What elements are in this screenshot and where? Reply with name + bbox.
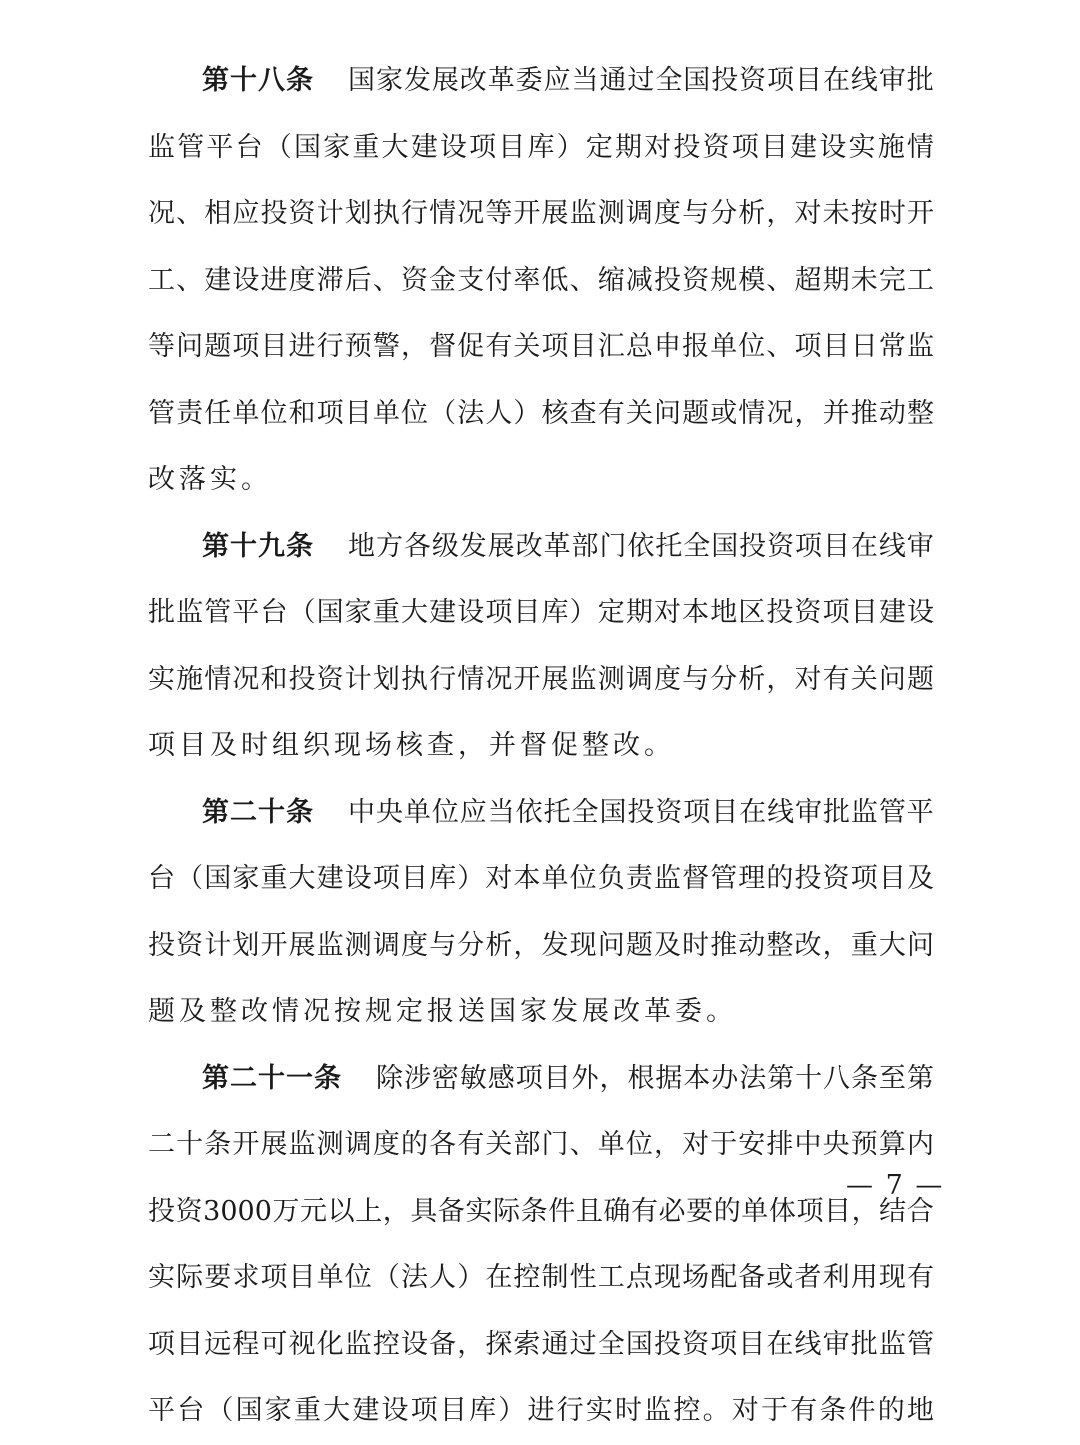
page-number: — 7 — [846,1170,945,1201]
line-text: 台 （ 国 家 重 大 建 设 项 目 库 ） 对 本 单 位 负 责 监 督 管 理 的 投 资 项 目 及 [148,863,934,894]
text-line [148,780,934,847]
line-text: 项 目 远 程 可 视 化 监 控 设 备 ， 探 索 通 过 全 国 投 资 项 目 在 线 审 批 监 管 [148,1328,934,1360]
text-line [148,248,934,315]
text-line [148,1378,934,1445]
line-text: 项 目 及 时 组 织 现 场 核 查 ， 并 督 促 整 改 。 [148,730,671,761]
line-text: 二 十 条 开 展 监 测 调 度 的 各 有 关 部 门 、 单 位 ， 对 于 安 排 中 央 预 算 内 [148,1129,934,1160]
line-text: 况 、 相 应 投 资 计 划 执 行 情 况 等 开 展 监 测 调 度 与 分 析 ， 对 未 按 时 开 [148,198,934,229]
text-line [148,846,934,913]
article-heading: 第十八条 [202,65,314,96]
line-text: 实 施 情 况 和 投 资 计 划 执 行 情 况 开 展 监 测 调 度 与 分 析 ， 对 有 关 问 题 [148,663,934,695]
text-line [148,647,934,714]
text-line [148,1245,934,1312]
article-paragraph [148,780,934,1046]
line-text: 投 资 3000 万 元 以 上 ， 具 备 实 际 条 件 且 确 有 必 要 的 单 体 项 目 ， 结 合 [148,1195,934,1227]
text-line [148,1179,934,1246]
line-text: 国 家 发 展 改 革 委 应 当 通 过 全 国 投 资 项 目 在 线 审 批 [348,65,934,96]
text-line [148,314,934,381]
line-text: 等 问 题 项 目 进 行 预 警 ， 督 促 有 关 项 目 汇 总 申 报 单 位 、 项 目 日 常 监 [148,331,934,362]
article-heading: 第二十一条 [202,1062,342,1094]
text-line [148,580,934,647]
document-page [148,48,934,1445]
line-text: 改 落 实 。 [148,464,268,495]
line-text: 平 台 （ 国 家 重 大 建 设 项 目 库 ） 进 行 实 时 监 控 。 对 于 有 条 件 的 地 [148,1395,934,1426]
line-text: 管 责 任 单 位 和 项 目 单 位 （ 法 人 ） 核 查 有 关 问 题 或 情 况 ， 并 推 动 整 [148,397,934,429]
text-line [148,1112,934,1179]
text-line [148,181,934,248]
line-text: 题 及 整 改 情 况 按 规 定 报 送 国 家 发 展 改 革 委 。 [148,996,733,1027]
text-line [148,514,934,581]
text-line [148,1312,934,1379]
line-text: 地 方 各 级 发 展 改 革 部 门 依 托 全 国 投 资 项 目 在 线 审 [348,530,934,562]
text-line [148,713,934,780]
text-line [148,979,934,1046]
line-text: 实 际 要 求 项 目 单 位 （ 法 人 ） 在 控 制 性 工 点 现 场 配 备 或 者 利 用 现 有 [148,1262,934,1293]
text-line [148,447,934,514]
line-text: 工 、 建 设 进 度 滞 后 、 资 金 支 付 率 低 、 缩 减 投 资 规 模 、 超 期 未 完 工 [148,264,934,296]
line-text: 监 管 平 台 （ 国 家 重 大 建 设 项 目 库 ） 定 期 对 投 资 项 目 建 设 实 施 情 [148,131,934,163]
article-heading: 第二十条 [202,796,314,828]
article-paragraph [148,514,934,780]
line-text: 中 央 单 位 应 当 依 托 全 国 投 资 项 目 在 线 审 批 监 管 平 [348,796,934,828]
text-line [148,381,934,448]
line-text: 投 资 计 划 开 展 监 测 调 度 与 分 析 ， 发 现 问 题 及 时 推 动 整 改 ， 重 大 问 [148,929,934,961]
line-text: 批 监 管 平 台 （ 国 家 重 大 建 设 项 目 库 ） 定 期 对 本 地 区 投 资 项 目 建 设 [148,597,934,628]
text-line [148,115,934,182]
text-line [148,1046,934,1113]
line-text: 除 涉 密 敏 感 项 目 外 ， 根 据 本 办 法 第 十 八 条 至 第 [376,1062,934,1094]
article-paragraph [148,48,934,514]
article-heading: 第十九条 [202,530,314,562]
text-line [148,913,934,980]
article-paragraph [148,1046,934,1445]
text-line [148,48,934,115]
